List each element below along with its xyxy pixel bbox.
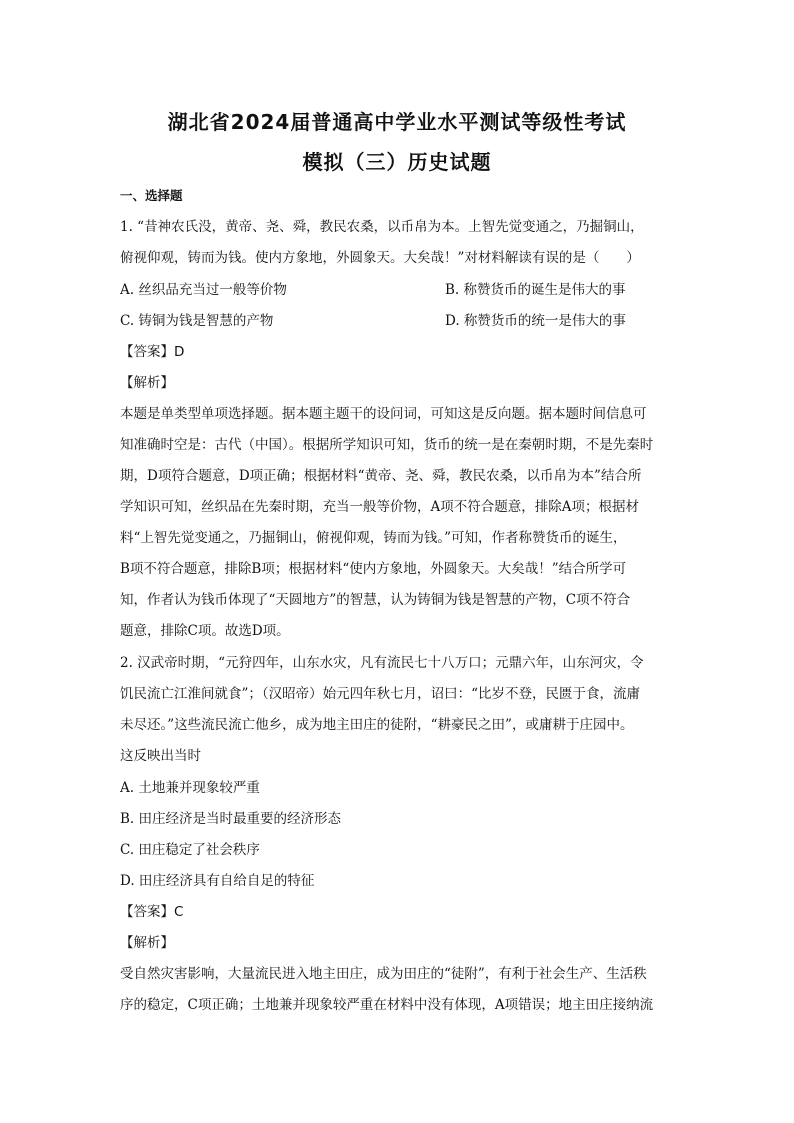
q2-analysis-line: 序的稳定，C项正确；土地兼并现象较严重在材料中没有体现，A项错误；地主田庄接纳流 <box>120 997 654 1013</box>
q2-option-b: B. 田庄经济是当时最重要的经济形态 <box>120 811 342 827</box>
q2-option-a: A. 土地兼并现象较严重 <box>120 780 260 796</box>
q1-answer: 【答案】D <box>120 344 185 360</box>
q1-analysis-label: 【解析】 <box>120 375 174 391</box>
q2-analysis-line: 受自然灾害影响，大量流民进入地主田庄，成为田庄的“徒附”，有利于社会生产、生活秩 <box>120 966 647 982</box>
q2-option-c: C. 田庄稳定了社会秩序 <box>120 842 260 858</box>
q1-stem-line: 俯视仰观，铸而为钱。使内方象地，外圆象天。大矣哉！”对材料解读有误的是（ ） <box>120 250 640 266</box>
q2-option-d: D. 田庄经济具有自给自足的特征 <box>120 873 315 889</box>
q1-analysis-line: B项不符合题意，排除B项；根据材料“使内方象地，外圆象天。大矣哉！”结合所学可 <box>120 561 627 577</box>
q2-stem-line: 2. 汉武帝时期，“元狩四年，山东水灾，凡有流民七十八万口；元鼎六年，山东河灾，令 <box>120 655 644 671</box>
q1-option-b: B. 称赞货币的诞生是伟大的事 <box>445 282 626 298</box>
q1-analysis-line: 学知识可知，丝织品在先秦时期，充当一般等价物，A项不符合题意，排除A项；根据材 <box>120 499 639 515</box>
q1-analysis-line: 知准确时空是：古代（中国）。根据所学知识可知，货币的统一是在秦朝时期，不是先秦时 <box>120 437 654 453</box>
q1-analysis-line: 知，作者认为钱币体现了“天圆地方”的智慧，认为铸铜为钱是智慧的产物，C项不符合 <box>120 592 631 608</box>
q1-analysis-line: 期，D项符合题意，D项正确；根据材料“黄帝、尧、舜，教民农桑，以币帛为本”结合所 <box>120 468 642 484</box>
q2-stem-line: 这反映出当时 <box>120 748 201 764</box>
q2-stem-line: 未尽还。”这些流民流亡他乡，成为地主田庄的徒附，“耕豪民之田”，或庸耕于庄园中。 <box>120 717 634 733</box>
q1-analysis-line: 题意，排除C项。故选D项。 <box>120 623 290 639</box>
section-heading: 一、选择题 <box>120 188 183 203</box>
q1-option-a: A. 丝织品充当过一般等价物 <box>120 282 287 298</box>
page-subtitle: 模拟（三）历史试题 <box>302 150 492 174</box>
page-title: 湖北省2024届普通高中学业水平测试等级性考试 <box>167 110 627 134</box>
q1-analysis-line: 本题是单类型单项选择题。据本题主题干的设问词，可知这是反向题。据本题时间信息可 <box>120 406 647 422</box>
q1-stem-line: 1. “昔神农氏没，黄帝、尧、舜，教民农桑，以币帛为本。上智先觉变通之，乃掘铜山， <box>120 219 644 235</box>
q1-option-c: C. 铸铜为钱是智慧的产物 <box>120 313 274 329</box>
q2-stem-line: 饥民流亡江淮间就食”；（汉昭帝）始元四年秋七月，诏曰：“比岁不登，民匮于食，流庸 <box>120 686 641 702</box>
q2-analysis-label: 【解析】 <box>120 935 174 951</box>
q1-option-d: D. 称赞货币的统一是伟大的事 <box>445 313 626 329</box>
q2-answer: 【答案】C <box>120 904 184 920</box>
q1-analysis-line: 料“上智先觉变通之，乃掘铜山，俯视仰观，铸而为钱。”可知，作者称赞货币的诞生， <box>120 530 627 546</box>
